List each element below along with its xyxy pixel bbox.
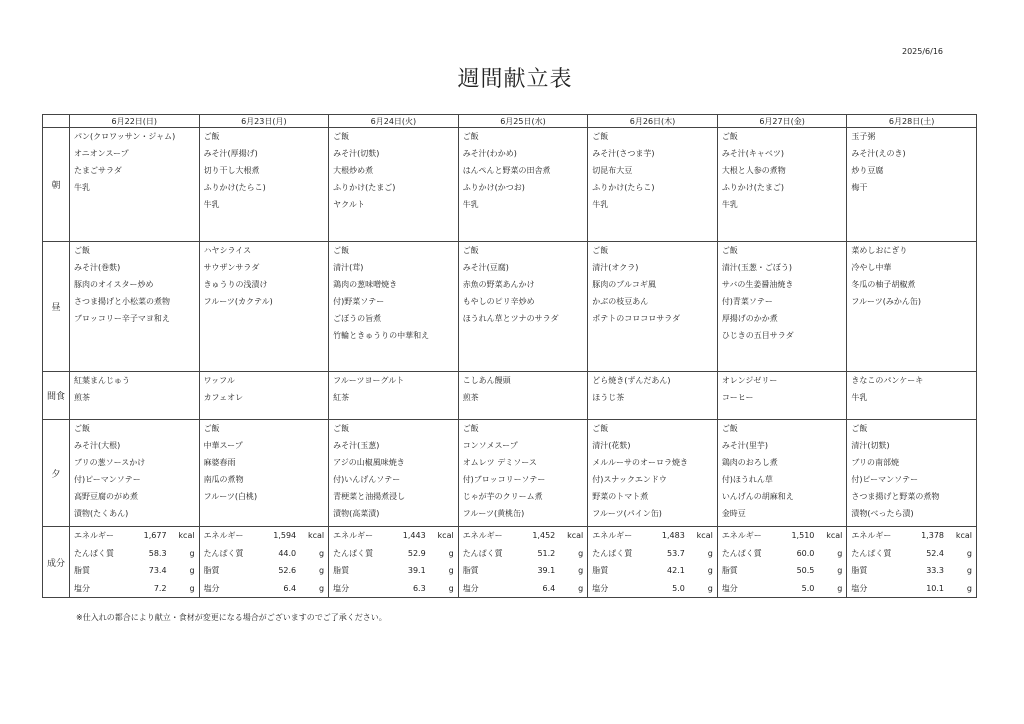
nutrient-name: エネルギー xyxy=(333,531,374,540)
menu-item: コーヒー xyxy=(721,393,754,402)
nutrient-value: 42.1 xyxy=(667,566,685,575)
menu-item: みそ汁(豆腐) xyxy=(462,263,509,272)
menu-item: じゃが芋のクリーム煮 xyxy=(462,492,543,501)
nutrition-line xyxy=(70,580,199,598)
menu-item: 付)スナックエンドウ xyxy=(592,475,667,484)
nutrient-value: 58.3 xyxy=(148,548,167,558)
menu-item: 清汁(オクラ) xyxy=(592,263,639,272)
weekly-menu-table xyxy=(42,114,977,598)
menu-cell xyxy=(199,128,329,242)
menu-cell xyxy=(847,372,977,420)
menu-item: 付)ブロッコリーソテー xyxy=(462,475,546,484)
menu-item: みそ汁(切麩) xyxy=(333,149,380,158)
menu-cell xyxy=(458,242,588,372)
menu-item: 付)ほうれん草 xyxy=(721,475,773,484)
nutrient-value: 10.1 xyxy=(926,583,944,593)
menu-item: みそ汁(さつま芋) xyxy=(592,149,655,158)
menu-item: いんげんの胡麻和え xyxy=(721,492,794,501)
menu-item: サウザンサラダ xyxy=(203,263,260,272)
menu-cell xyxy=(329,242,459,372)
nutrient-name: たんぱく質 xyxy=(721,548,762,558)
nutrition-line xyxy=(329,562,458,580)
menu-item: 漬物(高菜漬) xyxy=(333,509,380,518)
nutrition-line xyxy=(200,527,329,545)
menu-item: 金時豆 xyxy=(721,509,746,518)
menu-item: パン(クロワッサン・ジャム) xyxy=(74,132,176,141)
menu-cell xyxy=(70,128,200,242)
menu-item: 野菜のトマト煮 xyxy=(592,492,649,501)
nutrient-value: 1,510 xyxy=(791,531,815,540)
nutrient-unit: kcal xyxy=(696,531,713,540)
nutrition-line xyxy=(718,580,847,598)
menu-cell xyxy=(588,372,718,420)
nutrient-name: 脂質 xyxy=(333,566,350,575)
menu-item: ご飯 xyxy=(592,132,609,141)
nutrient-value: 6.4 xyxy=(542,583,556,593)
menu-item: みそ汁(巻麩) xyxy=(74,263,121,272)
nutrient-value: 1,483 xyxy=(661,531,685,540)
nutrient-name: 脂質 xyxy=(592,566,609,575)
menu-item: メルルーサのオーロラ焼き xyxy=(592,458,689,467)
nutrition-line xyxy=(588,545,717,563)
menu-item: フルーツ(パイン缶) xyxy=(592,509,662,518)
nutrition-cell xyxy=(717,527,847,598)
menu-item: ブリの葱ソースかけ xyxy=(74,458,146,467)
menu-item: さつま揚げと野菜の煮物 xyxy=(851,492,940,501)
menu-item: 牛乳 xyxy=(203,200,220,209)
day-header: 6月25日(水) xyxy=(458,115,588,128)
nutrition-line xyxy=(70,545,199,563)
day-header: 6月23日(月) xyxy=(199,115,329,128)
menu-item: ご飯 xyxy=(592,246,609,255)
menu-item: ワッフル xyxy=(203,376,235,385)
nutrient-unit: g xyxy=(448,566,454,575)
menu-item: 紅茶 xyxy=(333,393,350,402)
menu-item: 付)野菜ソテー xyxy=(333,297,385,306)
meal-label: 間食 xyxy=(43,372,70,420)
nutrient-unit: kcal xyxy=(437,531,454,540)
menu-item: 紅葉まんじゅう xyxy=(74,376,130,385)
menu-cell xyxy=(847,242,977,372)
menu-item: 清汁(茸) xyxy=(333,263,364,272)
nutrient-value: 7.2 xyxy=(153,583,167,593)
nutrient-name: 塩分 xyxy=(203,583,220,593)
dinner-row xyxy=(43,420,977,527)
menu-item: 赤魚の野菜あんかけ xyxy=(462,280,535,289)
nutrient-name: 塩分 xyxy=(851,583,868,593)
nutrient-value: 1,452 xyxy=(532,531,556,540)
nutrient-unit: g xyxy=(319,548,325,558)
menu-item: 牛乳 xyxy=(851,393,868,402)
nutrient-value: 39.1 xyxy=(407,566,426,575)
menu-item: 清汁(花麩) xyxy=(592,441,631,450)
menu-item: もやしのピリ辛炒め xyxy=(462,297,535,306)
menu-item: ご飯 xyxy=(462,246,479,255)
menu-item: 冷やし中華 xyxy=(851,263,892,272)
nutrient-value: 51.2 xyxy=(537,548,556,558)
menu-item: ご飯 xyxy=(462,132,479,141)
nutrient-unit: kcal xyxy=(178,531,195,540)
menu-cell xyxy=(329,420,459,527)
nutrient-name: 塩分 xyxy=(721,583,738,593)
menu-cell xyxy=(70,242,200,372)
nutrient-value: 39.1 xyxy=(537,566,556,575)
menu-item: コンソメスープ xyxy=(462,441,518,450)
nutrient-value: 60.0 xyxy=(796,548,815,558)
nutrient-value: 52.9 xyxy=(407,548,426,558)
nutrition-line xyxy=(329,527,458,545)
nutrition-line xyxy=(459,527,588,545)
nutrient-unit: g xyxy=(837,583,843,593)
nutrient-unit: g xyxy=(837,566,843,575)
nutrition-cell xyxy=(329,527,459,598)
menu-item: ブリの南部焼 xyxy=(851,458,900,467)
menu-item: ふりかけ(かつお) xyxy=(462,183,525,192)
menu-item: みそ汁(わかめ) xyxy=(462,149,517,158)
menu-item: さつま揚げと小松菜の煮物 xyxy=(74,297,170,306)
menu-item: 竹輪ときゅうりの中華和え xyxy=(333,331,430,340)
nutrient-value: 44.0 xyxy=(278,548,297,558)
menu-item: ヤクルト xyxy=(333,200,365,209)
menu-item: フルーツ(黄桃缶) xyxy=(462,509,525,518)
nutrient-unit: g xyxy=(319,566,325,575)
menu-cell xyxy=(458,372,588,420)
menu-item: ご飯 xyxy=(851,424,868,433)
nutrient-unit: g xyxy=(966,583,972,593)
meal-label: 朝 xyxy=(43,128,70,242)
menu-item: きなこのパンケーキ xyxy=(851,376,924,385)
nutrient-unit: g xyxy=(966,548,972,558)
day-header: 6月22日(日) xyxy=(70,115,200,128)
nutrition-line xyxy=(588,562,717,580)
nutrient-value: 1,594 xyxy=(273,531,297,540)
nutrient-name: エネルギー xyxy=(203,531,244,540)
day-header: 6月26日(木) xyxy=(588,115,718,128)
menu-item: アジの山椒風味焼き xyxy=(333,458,405,467)
nutrient-unit: g xyxy=(189,583,195,593)
menu-item: ご飯 xyxy=(721,246,738,255)
menu-item: みそ汁(玉葱) xyxy=(333,441,380,450)
menu-item: こしあん饅頭 xyxy=(462,376,511,385)
menu-item: ふりかけ(たらこ) xyxy=(592,183,655,192)
menu-item: 玉子粥 xyxy=(851,132,876,141)
nutrient-unit: g xyxy=(578,583,584,593)
lunch-row xyxy=(43,242,977,372)
menu-cell xyxy=(717,372,847,420)
menu-cell xyxy=(588,420,718,527)
nutrient-unit: g xyxy=(189,566,195,575)
menu-cell xyxy=(717,242,847,372)
nutrient-name: たんぱく質 xyxy=(592,548,633,558)
menu-item: ご飯 xyxy=(74,246,90,255)
menu-cell xyxy=(847,420,977,527)
nutrient-name: たんぱく質 xyxy=(851,548,892,558)
nutrient-name: 脂質 xyxy=(721,566,738,575)
nutrition-line xyxy=(200,545,329,563)
nutrient-value: 5.0 xyxy=(672,583,685,593)
nutrient-unit: g xyxy=(966,566,972,575)
menu-item: 牛乳 xyxy=(462,200,479,209)
day-header: 6月28日(土) xyxy=(847,115,977,128)
menu-item: 煎茶 xyxy=(462,393,479,402)
meal-label: 昼 xyxy=(43,242,70,372)
nutrient-unit: kcal xyxy=(955,531,972,540)
nutrient-name: エネルギー xyxy=(462,531,503,540)
nutrient-name: 塩分 xyxy=(462,583,479,593)
day-header-row xyxy=(43,115,977,128)
nutrient-name: 塩分 xyxy=(333,583,350,593)
nutrient-unit: g xyxy=(578,566,584,575)
menu-item: ハヤシライス xyxy=(203,246,252,255)
menu-cell xyxy=(588,242,718,372)
menu-item: ごぼうの旨煮 xyxy=(333,314,382,323)
nutrient-unit: kcal xyxy=(567,531,584,540)
menu-item: 大根炒め煮 xyxy=(333,166,374,175)
menu-item: ご飯 xyxy=(333,246,350,255)
menu-item: ほうじ茶 xyxy=(592,393,625,402)
nutrient-unit: g xyxy=(707,548,713,558)
menu-item: どら焼き(ずんだあん) xyxy=(592,376,671,385)
menu-item: 漬物(べったら漬) xyxy=(851,509,914,518)
nutrient-value: 73.4 xyxy=(148,566,167,575)
nutrient-value: 6.3 xyxy=(412,583,426,593)
menu-item: ご飯 xyxy=(333,424,350,433)
menu-item: 清汁(切麩) xyxy=(851,441,890,450)
menu-item: 牛乳 xyxy=(721,200,738,209)
nutrient-value: 50.5 xyxy=(796,566,815,575)
menu-item: 付)いんげんソテー xyxy=(333,475,401,484)
menu-cell xyxy=(70,372,200,420)
nutrient-value: 52.6 xyxy=(278,566,297,575)
day-header: 6月27日(金) xyxy=(717,115,847,128)
menu-item: 豚肉のプルコギ風 xyxy=(592,280,656,289)
nutrient-name: 脂質 xyxy=(74,566,90,575)
menu-item: オニオンスープ xyxy=(74,149,129,158)
nutrient-name: 脂質 xyxy=(851,566,868,575)
nutrient-name: たんぱく質 xyxy=(462,548,503,558)
nutrition-line xyxy=(329,545,458,563)
nutrient-unit: g xyxy=(448,548,454,558)
menu-item: 付)青菜ソテー xyxy=(721,297,773,306)
menu-item: 麻婆春雨 xyxy=(203,458,236,467)
nutrition-line xyxy=(847,545,976,563)
menu-item: フルーツ(みかん缶) xyxy=(851,297,921,306)
menu-item: 煎茶 xyxy=(74,393,90,402)
menu-item: ポテトのコロコロサラダ xyxy=(592,314,681,323)
nutrition-line xyxy=(200,580,329,598)
nutrient-name: 脂質 xyxy=(462,566,479,575)
menu-item: オムレツ デミソース xyxy=(462,458,537,467)
nutrient-unit: g xyxy=(189,548,195,558)
menu-item: フルーツヨーグルト xyxy=(333,376,405,385)
menu-item: カフェオレ xyxy=(203,393,244,402)
menu-item: フルーツ(カクテル) xyxy=(203,297,273,306)
nutrition-line xyxy=(847,580,976,598)
nutrient-value: 5.0 xyxy=(801,583,815,593)
nutrition-line xyxy=(718,527,847,545)
nutrient-value: 1,378 xyxy=(921,531,944,540)
menu-cell xyxy=(458,420,588,527)
nutrient-name: たんぱく質 xyxy=(203,548,244,558)
nutrient-name: エネルギー xyxy=(74,531,114,540)
menu-item: 青梗菜と油揚煮浸し xyxy=(333,492,406,501)
menu-item: みそ汁(えのき) xyxy=(851,149,906,158)
nutrient-value: 33.3 xyxy=(926,566,944,575)
menu-item: 牛乳 xyxy=(592,200,609,209)
menu-item: 高野豆腐のがめ煮 xyxy=(74,492,138,501)
menu-item: 鶏肉の葱味噌焼き xyxy=(333,280,398,289)
issue-date: 2025/6/16 xyxy=(902,47,944,56)
nutrition-line xyxy=(847,527,976,545)
menu-item: 付)ピーマンソテー xyxy=(74,475,141,484)
menu-cell xyxy=(70,420,200,527)
menu-item: ご飯 xyxy=(592,424,609,433)
nutrient-name: 脂質 xyxy=(203,566,220,575)
nutrition-cell xyxy=(458,527,588,598)
menu-item: ご飯 xyxy=(721,132,738,141)
menu-cell xyxy=(847,128,977,242)
menu-item: 大根と人参の煮物 xyxy=(721,166,786,175)
nutrition-cell xyxy=(70,527,200,598)
menu-item: ブロッコリー辛子マヨ和え xyxy=(74,314,170,323)
menu-item: ご飯 xyxy=(333,132,350,141)
nutrient-value: 1,443 xyxy=(402,531,426,540)
menu-item: 中華スープ xyxy=(203,441,243,450)
nutrient-name: エネルギー xyxy=(851,531,892,540)
menu-item: 付)ピーマンソテー xyxy=(851,475,919,484)
menu-item: 清汁(玉葱・ごぼう) xyxy=(721,263,793,272)
menu-cell xyxy=(717,420,847,527)
menu-item: きゅうりの浅漬け xyxy=(203,280,268,289)
menu-item: 切り干し大根煮 xyxy=(203,166,260,175)
nutrition-cell xyxy=(847,527,977,598)
nutrition-row xyxy=(43,527,977,598)
menu-item: オレンジゼリー xyxy=(721,376,778,385)
menu-item: ご飯 xyxy=(74,424,90,433)
menu-item: 漬物(たくあん) xyxy=(74,509,129,518)
nutrition-line xyxy=(329,580,458,598)
menu-item: 切昆布大豆 xyxy=(592,166,633,175)
page-title: 週間献立表 xyxy=(457,67,573,92)
nutrient-unit: kcal xyxy=(826,531,843,540)
nutrient-name: エネルギー xyxy=(721,531,762,540)
nutrition-line xyxy=(459,545,588,563)
footnote: ※仕入れの都合により献立・食材が変更になる場合がございますのでご了承ください。 xyxy=(76,613,387,622)
menu-item: ふりかけ(たらこ) xyxy=(203,183,266,192)
menu-cell xyxy=(329,372,459,420)
menu-item: ふりかけ(たまご) xyxy=(333,183,396,192)
menu-item: たまごサラダ xyxy=(74,166,122,175)
nutrition-cell xyxy=(199,527,329,598)
nutrition-line xyxy=(70,562,199,580)
nutrition-line xyxy=(588,580,717,598)
nutrient-value: 53.7 xyxy=(667,548,685,558)
nutrient-name: 塩分 xyxy=(74,583,90,593)
nutrition-line xyxy=(459,580,588,598)
menu-cell xyxy=(199,372,329,420)
nutrient-unit: g xyxy=(707,583,713,593)
nutrient-name: 塩分 xyxy=(592,583,609,593)
menu-item: ほうれん草とツナのサラダ xyxy=(462,314,559,323)
nutrient-name: たんぱく質 xyxy=(74,548,114,558)
nutrient-unit: g xyxy=(837,548,843,558)
nutrition-line xyxy=(200,562,329,580)
menu-item: みそ汁(里芋) xyxy=(721,441,769,450)
nutrition-line xyxy=(718,562,847,580)
nutrient-value: 52.4 xyxy=(926,548,944,558)
menu-item: ご飯 xyxy=(721,424,738,433)
nutrient-unit: g xyxy=(448,583,454,593)
nutrient-unit: g xyxy=(319,583,325,593)
nutrient-value: 1,677 xyxy=(143,531,167,540)
nutrition-cell xyxy=(588,527,718,598)
menu-item: はんぺんと野菜の田舎煮 xyxy=(462,166,551,175)
nutrient-unit: g xyxy=(707,566,713,575)
nutrient-name: エネルギー xyxy=(592,531,633,540)
nutrition-line xyxy=(459,562,588,580)
menu-item: 冬瓜の柚子胡椒煮 xyxy=(851,280,916,289)
menu-item: かぶの枝豆あん xyxy=(592,297,649,306)
menu-item: フルーツ(白桃) xyxy=(203,492,258,501)
nutrient-unit: kcal xyxy=(307,531,325,540)
menu-item: 鶏肉のおろし煮 xyxy=(721,458,778,467)
nutrition-line xyxy=(847,562,976,580)
menu-item: サバの生姜醤油焼き xyxy=(721,280,794,289)
menu-item: 牛乳 xyxy=(74,183,90,192)
nutrient-name: たんぱく質 xyxy=(333,548,374,558)
menu-cell xyxy=(329,128,459,242)
menu-cell xyxy=(199,242,329,372)
nutrient-value: 6.4 xyxy=(283,583,297,593)
menu-cell xyxy=(717,128,847,242)
menu-cell xyxy=(588,128,718,242)
menu-item: みそ汁(厚揚げ) xyxy=(203,149,258,158)
menu-item: みそ汁(キャベツ) xyxy=(721,149,785,158)
menu-item: ご飯 xyxy=(203,132,220,141)
snack-row xyxy=(43,372,977,420)
menu-item: 厚揚げのかか煮 xyxy=(721,314,778,323)
menu-item: 豚肉のオイスター炒め xyxy=(74,280,154,289)
nutrition-line xyxy=(588,527,717,545)
nutrition-line xyxy=(70,527,199,545)
menu-item: みそ汁(大根) xyxy=(74,441,121,450)
meal-label: 夕 xyxy=(43,420,70,527)
corner-cell xyxy=(43,115,70,128)
menu-item: 南瓜の煮物 xyxy=(203,475,244,484)
breakfast-row xyxy=(43,128,977,242)
menu-item: 菜めしおにぎり xyxy=(851,246,908,255)
menu-item: ふりかけ(たまご) xyxy=(721,183,785,192)
menu-cell xyxy=(458,128,588,242)
nutrient-unit: g xyxy=(578,548,584,558)
menu-cell xyxy=(199,420,329,527)
menu-item: ご飯 xyxy=(203,424,220,433)
day-header: 6月24日(火) xyxy=(329,115,459,128)
menu-item: ご飯 xyxy=(462,424,479,433)
menu-item: ひじきの五目サラダ xyxy=(721,331,794,340)
nutrition-label: 成分 xyxy=(43,527,70,598)
menu-item: 炒り豆腐 xyxy=(851,166,884,175)
menu-item: 梅干 xyxy=(851,183,868,192)
nutrition-line xyxy=(718,545,847,563)
